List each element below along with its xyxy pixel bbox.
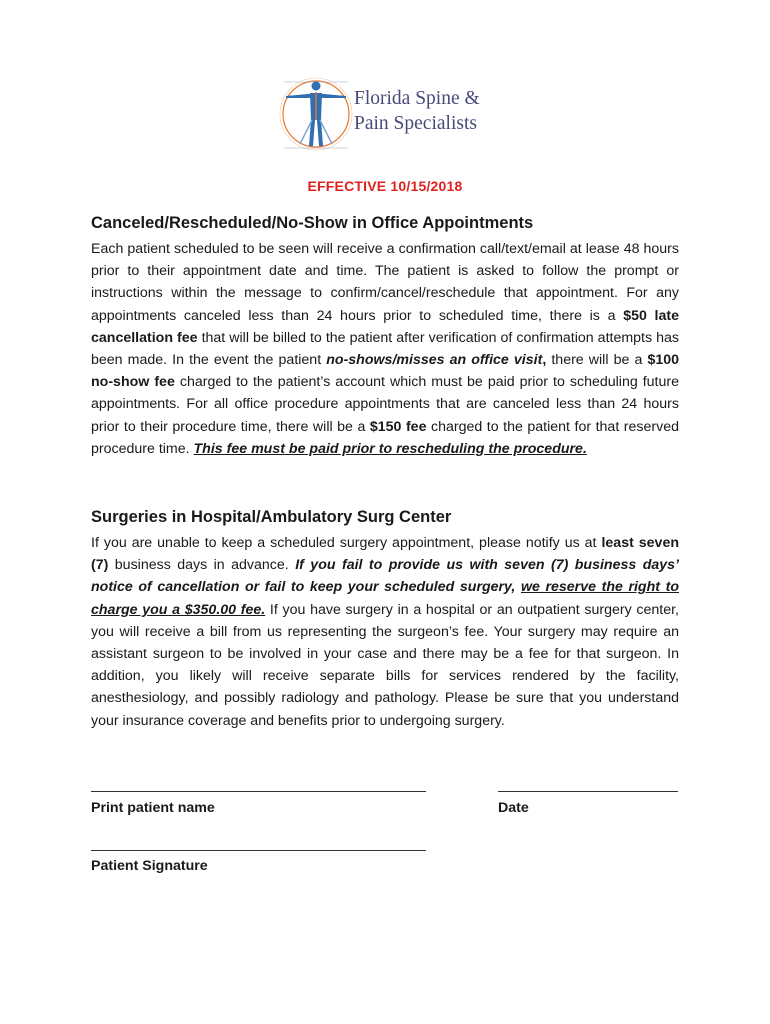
text-run: charged to the patient for that reserved procedure time. xyxy=(91,418,679,457)
surgery-cancellation-condition: If you fail to provide us with seven (7) business days’ notice of cancellation or fail to keep your scheduled surgery, xyxy=(91,557,679,596)
date-line[interactable] xyxy=(498,791,678,792)
notice-period: least seven (7) xyxy=(91,535,680,574)
effective-date: EFFECTIVE 10/15/2018 xyxy=(307,178,463,194)
logo-line-2: Pain Specialists xyxy=(354,113,477,134)
text-run: If you are unable to keep a scheduled surgery appointment, please notify us at xyxy=(91,535,602,551)
procedure-fee-notice: This fee must be paid prior to rescheduling the procedure. xyxy=(193,440,587,457)
print-name-label: Print patient name xyxy=(91,800,215,816)
company-logo xyxy=(278,66,518,160)
text-run: that will be billed to the patient after verification of confirmation attempts has been made. In the event the patient xyxy=(91,329,679,369)
text-run: there will be a xyxy=(546,352,648,369)
text-run: charged to the patient’s account which must be paid prior to scheduling future appointments. For all office procedure appointments that are canceled less than 24 hours prior to their procedure time, there will be a xyxy=(91,374,680,435)
surgery-fee-notice: we reserve the right to charge you a $350.00 fee. xyxy=(91,579,679,618)
signature-line[interactable] xyxy=(91,850,426,851)
text-run: business days in advance. xyxy=(108,557,296,574)
procedure-fee: $150 fee xyxy=(369,418,427,435)
print-name-line[interactable] xyxy=(91,791,426,792)
no-show-fee: $100 no-show fee xyxy=(91,352,680,391)
section-heading-surgeries: Surgeries in Hospital/Ambulatory Surg Center xyxy=(91,508,452,526)
section-heading-appointments: Canceled/Rescheduled/No-Show in Office Appointments xyxy=(91,214,534,232)
surgery-policy-paragraph xyxy=(91,532,679,732)
logo-text xyxy=(354,86,480,136)
text-run: If you have surgery in a hospital or an outpatient surgery center, you will receive a bill from us representing the surgeon’s fee. Your surgery may require an assistant surgeon to be involved in your case and there may be a fee for that surgeon. In addition, you likely will receive separate bills for services rendered by the facility, anesthesiology, and possibly radiology and pathology. Please be sure that you understand your insurance coverage and benefits prior to undergoing surgery. xyxy=(91,601,679,729)
appointments-policy-paragraph xyxy=(91,238,679,460)
late-cancellation-fee: $50 late cancellation fee xyxy=(91,307,679,346)
signature-label: Patient Signature xyxy=(91,858,208,874)
logo-line-1: Florida Spine & xyxy=(354,88,480,109)
vitruvian-figure-icon xyxy=(278,66,354,160)
no-show-phrase: no-shows/misses an office visit xyxy=(326,352,543,369)
comma: , xyxy=(542,352,547,369)
text-run: Each patient scheduled to be seen will receive a confirmation call/text/email at lease 48 hours prior to their appointment date and time. The patient is asked to follow the prompt or instructions within the message to confirm/cancel/reschedule that appointment. For any appointments canceled less than 24 hours prior to scheduled time, there is a xyxy=(91,241,679,324)
date-label: Date xyxy=(498,800,529,816)
